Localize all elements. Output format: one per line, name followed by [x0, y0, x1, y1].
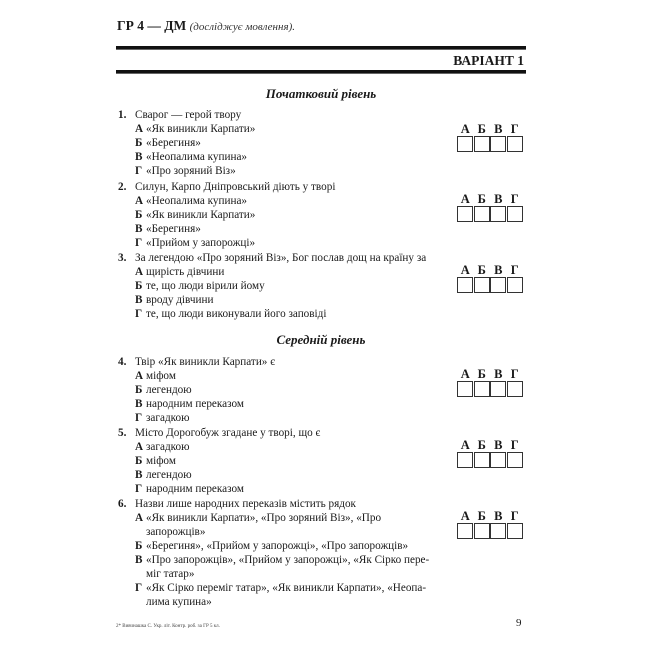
answer-label: Г [510, 438, 519, 452]
answer-grid-5 [457, 439, 523, 468]
answer-box-v[interactable] [490, 206, 506, 222]
option-letter: А [135, 123, 144, 135]
answer-box-h[interactable] [507, 206, 523, 222]
answer-box-v[interactable] [490, 452, 506, 468]
answer-label: А [460, 192, 470, 206]
option-text: загадкою [146, 412, 190, 424]
option-text: «Берегиня» [146, 137, 201, 149]
option-text: загадкою [146, 441, 190, 453]
option-b [135, 136, 458, 150]
answer-box-a[interactable] [457, 452, 473, 468]
option-text: міфом [146, 370, 176, 382]
option-letter: Б [135, 540, 143, 552]
bottom-rule [116, 70, 526, 74]
answer-label: В [494, 367, 503, 381]
option-v [135, 150, 458, 164]
option-letter: В [135, 151, 143, 163]
option-text: легендою [146, 384, 192, 396]
question-2 [118, 180, 458, 250]
question-stem: Твір «Як виникли Карпати» є [135, 356, 275, 368]
answer-label: В [494, 509, 503, 523]
question-number: 6. [118, 498, 127, 510]
option-b [135, 383, 458, 397]
answer-box-v[interactable] [490, 523, 506, 539]
answer-box-b[interactable] [474, 206, 490, 222]
answer-label: А [460, 438, 470, 452]
option-v [135, 468, 458, 482]
question-6 [118, 497, 443, 609]
option-text: народним переказом [146, 483, 244, 495]
option-a [135, 265, 448, 279]
answer-box-v[interactable] [490, 136, 506, 152]
option-b [135, 539, 443, 553]
level-heading-initial: Початковий рівень [265, 86, 377, 101]
answer-box-h[interactable] [507, 523, 523, 539]
answer-box-v[interactable] [490, 277, 506, 293]
answer-box-v[interactable] [490, 381, 506, 397]
answer-box-h[interactable] [507, 452, 523, 468]
answer-label: А [460, 367, 470, 381]
question-5 [118, 426, 458, 496]
option-letter: В [135, 469, 143, 481]
answer-box-b[interactable] [474, 381, 490, 397]
question-number: 2. [118, 181, 127, 193]
option-letter: А [135, 441, 144, 453]
option-letter: А [135, 512, 144, 524]
top-rule [116, 46, 526, 50]
question-number: 5. [118, 427, 127, 439]
option-h [135, 581, 443, 609]
answer-label: Б [477, 192, 486, 206]
option-h [135, 482, 458, 496]
answer-label: Г [510, 509, 519, 523]
option-letter: В [135, 294, 143, 306]
option-letter: Б [135, 384, 143, 396]
option-text: «Про запорожців», «Прийом у запорожці», «Як Сірко пере-міг татар» [146, 554, 430, 580]
answer-box-a[interactable] [457, 206, 473, 222]
option-letter: Г [135, 582, 143, 594]
question-stem: Силун, Карпо Дніпровський діють у творі [135, 181, 336, 193]
option-text: те, що люди виконували його заповіді [146, 308, 327, 320]
option-letter: Б [135, 209, 143, 221]
answer-label: Б [477, 509, 486, 523]
option-text: вроду дівчини [146, 294, 214, 306]
option-text: щирість дівчини [146, 266, 225, 278]
option-a [135, 369, 458, 383]
answer-label: Г [510, 122, 519, 136]
option-text: «Як виникли Карпати», «Про зоряний Віз», «Про запорожців» [146, 512, 382, 538]
question-1 [118, 108, 458, 178]
answer-label: Г [510, 192, 519, 206]
answer-grid-4 [457, 368, 523, 397]
option-letter: А [135, 266, 144, 278]
option-a [135, 194, 458, 208]
option-letter: В [135, 398, 143, 410]
option-letter: Г [135, 165, 143, 177]
option-letter: А [135, 195, 144, 207]
option-letter: Г [135, 412, 143, 424]
answer-label: Г [510, 367, 519, 381]
question-4 [118, 355, 458, 425]
option-h [135, 236, 458, 250]
answer-box-b[interactable] [474, 136, 490, 152]
option-text: легендою [146, 469, 192, 481]
answer-label: В [494, 263, 503, 277]
option-text: «Берегиня», «Прийом у запорожці», «Про запорожців» [146, 540, 409, 552]
option-letter: Б [135, 137, 143, 149]
answer-box-h[interactable] [507, 277, 523, 293]
option-a [135, 440, 458, 454]
answer-grid-2 [457, 193, 523, 222]
answer-label: Б [477, 367, 486, 381]
question-stem: Місто Дорогобуж згадане у творі, що є [135, 427, 321, 439]
answer-label: А [460, 509, 470, 523]
option-h [135, 164, 458, 178]
option-b [135, 279, 448, 293]
option-letter: В [135, 554, 143, 566]
option-letter: А [135, 370, 144, 382]
answer-box-a[interactable] [457, 381, 473, 397]
answer-grid-1 [457, 123, 523, 152]
answer-label: Г [510, 263, 519, 277]
option-letter: Г [135, 237, 143, 249]
option-text: «Про зоряний Віз» [146, 165, 236, 177]
question-number: 3. [118, 252, 127, 264]
page-number: 9 [516, 617, 522, 629]
option-h [135, 411, 458, 425]
option-text: «Неопалима купина» [146, 195, 248, 207]
answer-label: А [460, 263, 470, 277]
option-text: міфом [146, 455, 176, 467]
option-b [135, 454, 458, 468]
answer-label: Б [477, 263, 486, 277]
answer-box-a[interactable] [457, 523, 473, 539]
variant-title: ВАРІАНТ 1 [453, 53, 524, 68]
answer-label: Б [477, 438, 486, 452]
option-v [135, 293, 448, 307]
header-code: ГР 4 — ДМ [117, 18, 187, 33]
option-text: «Як Сірко переміг татар», «Як виникли Карпати», «Неопа-лима купина» [146, 582, 427, 608]
option-letter: Б [135, 455, 143, 467]
question-stem: Сварог — герой твору [135, 109, 242, 121]
option-a [135, 122, 458, 136]
question-number: 4. [118, 356, 127, 368]
option-b [135, 208, 458, 222]
page-header [117, 18, 295, 34]
option-v [135, 397, 458, 411]
question-number: 1. [118, 109, 127, 121]
option-v [135, 553, 443, 581]
answer-box-b[interactable] [474, 277, 490, 293]
answer-box-h[interactable] [507, 136, 523, 152]
question-stem: За легендою «Про зоряний Віз», Бог послав дощ на країну за [135, 252, 427, 264]
answer-grid-6 [457, 510, 523, 539]
option-text: «Як виникли Карпати» [146, 209, 256, 221]
option-text: «Неопалима купина» [146, 151, 248, 163]
answer-label: В [494, 192, 503, 206]
answer-box-b[interactable] [474, 452, 490, 468]
option-text: те, що люди вірили йому [146, 280, 265, 292]
answer-label: Б [477, 122, 486, 136]
option-letter: Б [135, 280, 143, 292]
answer-box-b[interactable] [474, 523, 490, 539]
level-heading-middle: Середній рівень [276, 332, 366, 347]
option-letter: В [135, 223, 143, 235]
answer-box-h[interactable] [507, 381, 523, 397]
answer-box-a[interactable] [457, 136, 473, 152]
answer-label: А [460, 122, 470, 136]
option-text: «Прийом у запорожці» [146, 237, 256, 249]
header-note: (досліджує мовлення). [189, 21, 296, 33]
option-v [135, 222, 458, 236]
option-h [135, 307, 448, 321]
option-text: народним переказом [146, 398, 244, 410]
question-stem: Назви лише народних переказів містить рядок [135, 498, 356, 510]
option-text: «Берегиня» [146, 223, 201, 235]
answer-grid-3 [457, 264, 523, 293]
answer-box-a[interactable] [457, 277, 473, 293]
option-a [135, 511, 443, 539]
option-letter: Г [135, 483, 143, 495]
question-3 [118, 251, 448, 321]
option-text: «Як виникли Карпати» [146, 123, 256, 135]
answer-label: В [494, 438, 503, 452]
option-letter: Г [135, 308, 143, 320]
footer-note: 2* Вивчнашка С. Укр. літ. Контр. роб. за ГР 5 кл. [116, 624, 220, 629]
answer-label: В [494, 122, 503, 136]
